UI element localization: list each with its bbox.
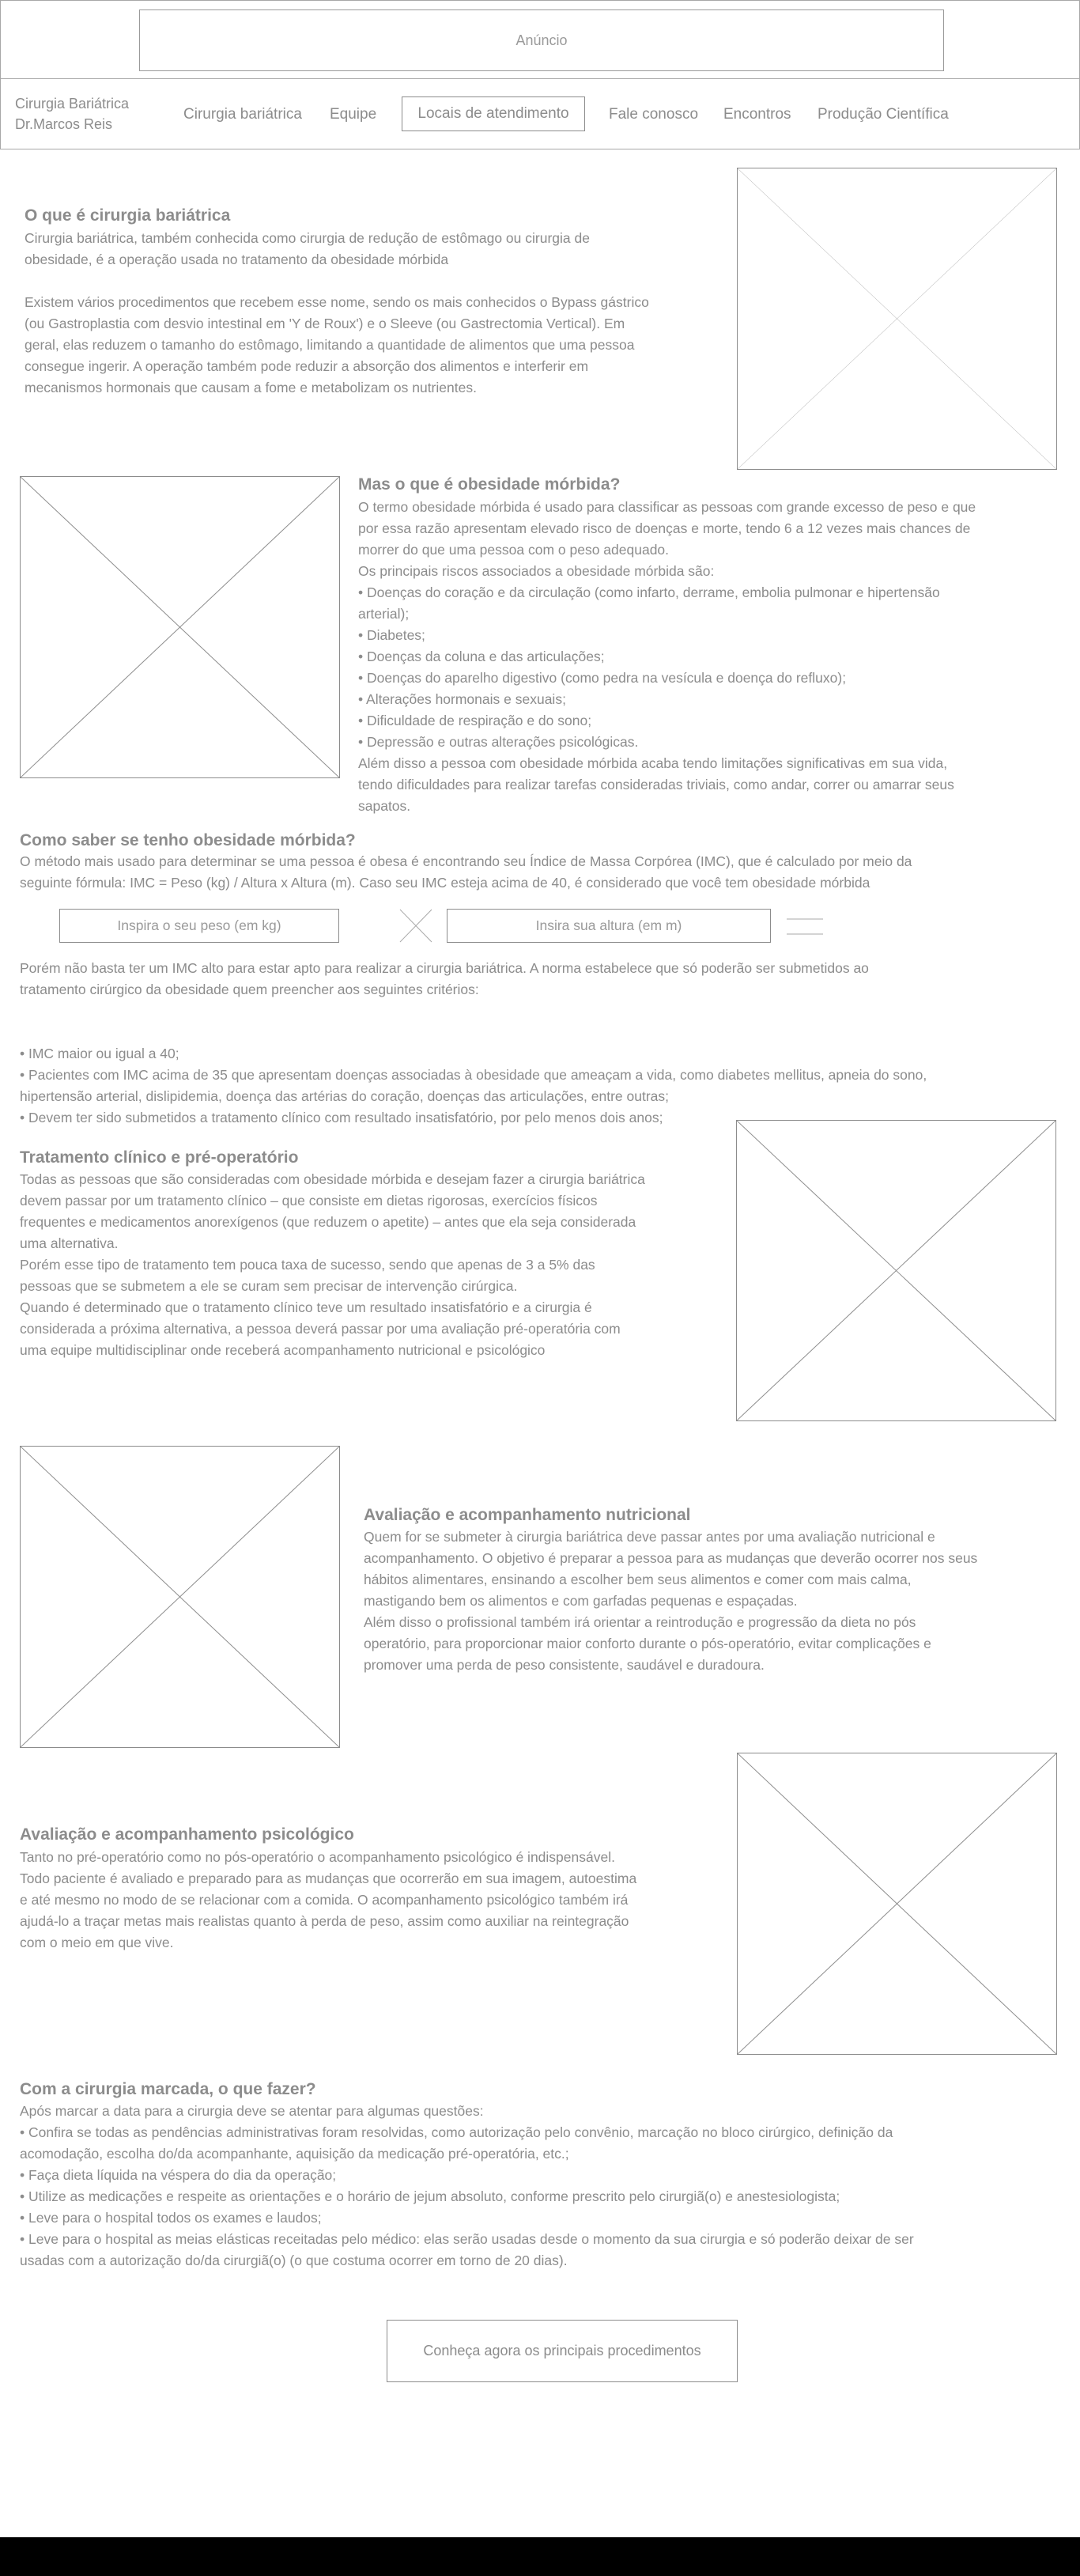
image-placeholder <box>736 1120 1056 1421</box>
section-title-como-saber: Como saber se tenho obesidade mórbida? <box>20 831 356 849</box>
section-title-nutricional: Avaliação e acompanhamento nutricional <box>364 1506 691 1524</box>
section-title-tratamento-clinico: Tratamento clínico e pré-operatório <box>20 1148 299 1167</box>
nav-item-cirurgia-bariatrica[interactable]: Cirurgia bariátrica <box>183 106 302 123</box>
brand-title: Cirurgia Bariátrica <box>15 96 130 112</box>
image-placeholder <box>737 1753 1057 2055</box>
height-input-placeholder: Insira sua altura (em m) <box>535 917 682 933</box>
ad-banner-bar <box>0 0 1080 79</box>
weight-input-placeholder: Inspira o seu peso (em kg) <box>117 917 281 933</box>
footer-bar <box>0 2537 1080 2576</box>
ad-label: Anúncio <box>515 32 568 48</box>
image-placeholder <box>737 168 1057 470</box>
ad-placeholder[interactable] <box>139 9 944 71</box>
section-body-obesidade-morbida: O termo obesidade mórbida é usado para classificar as pessoas com grande excesso de peso e que por essa razão apresentam elevado risco de doenças e morte, tendo 6 a 12 vezes mais chances de morrer do que uma pessoa com o peso adequado. Os principais riscos associados a obesidade mórbida são: • Doenças do coração e da circulação (como infarto, derrame, embolia pulmonar e hipertensão arterial); • Diabetes; • Doenças da coluna e das articulações; • Doenças do aparelho digestivo (como pedra na vesícula e doença do refluxo); • Alterações hormonais e sexuais; • Dificuldade de respiração e do sono; • Depressão e outras alterações psicológicas. Além disso a pessoa com obesidade mórbida acaba tendo limitações significativas em sua vida, tendo dificuldades para realizar tarefas consideradas triviais, como andar, correr ou amarrar seus sapatos. <box>358 499 976 814</box>
section-body-criterios: Porém não basta ter um IMC alto para estar apto para realizar a cirurgia bariátrica. A norma estabelece que só poderão ser submetidos ao tratamento cirúrgico da obesidade quem preencher aos seguintes critérios: • IMC maior ou igual a 40; • Pacientes com IMC acima de 35 que apresentam doenças associadas à obesidade que ameaçam a vida, como diabetes mellitus, apneia do sono, hipertensão arterial, dislipidemia, doença das artérias do coração, doenças das articulações, entre outras; • Devem ter sido submetidos a tratamento clínico com resultado insatisfatório, por pelo menos dois anos; <box>20 960 927 1125</box>
nav-item-producao-cientifica[interactable]: Produção Científica <box>818 106 949 123</box>
section-body-nutricional: Quem for se submeter à cirurgia bariátrica deve passar antes por uma avaliação nutricional e acompanhamento. O objetivo é preparar a pessoa para as mudanças que deverão ocorrer nos seus hábitos alimentares, ensinando a escolher bem seus alimentos e comer com mais calma, mastigando bem os alimentos e com garfadas pequenas e espaçadas. Além disso o profissional também irá orientar a reintrodução e progressão da dieta no pós operatório, para proporcionar maior conforto durante o pós-operatório, evitar complicações e promover uma perda de peso consistente, saudável e duradoura. <box>364 1529 978 1673</box>
section-body-como-saber: O método mais usado para determinar se uma pessoa é obesa é encontrando seu Índice de Massa Corpórea (IMC), que é calculado por meio da seguinte fórmula: IMC = Peso (kg) / Altura x Altura (m). Caso seu IMC esteja acima de 40, é considerado que você tem obesidade mórbida <box>20 853 912 891</box>
section-body-o-que-e: Cirurgia bariátrica, também conhecida como cirurgia de redução de estômago ou cirurgia de obesidade, é a operação usada no tratamento da obesidade mórbida Existem vários procedimentos que recebem esse nome, sendo os mais conhecidos o Bypass gástrico (ou Gastroplastia com desvio intestinal em 'Y de Roux') e o Sleeve (ou Gastrectomia Vertical). Em geral, elas reduzem o tamanho do estômago, limitando a quantidade de alimentos que uma pessoa consegue ingerir. A operação também pode reduzir a absorção dos alimentos e interferir em mecanismos hormonais que causam a fome e metabolizam os nutrientes. <box>25 230 649 395</box>
nav-item-locais-de-atendimento[interactable] <box>402 96 585 131</box>
height-input[interactable] <box>447 909 771 943</box>
multiply-icon <box>399 909 432 943</box>
brand-subtitle: Dr.Marcos Reis <box>15 116 113 132</box>
weight-input[interactable] <box>59 909 339 943</box>
section-title-obesidade-morbida: Mas o que é obesidade mórbida? <box>358 475 621 494</box>
section-body-tratamento-clinico: Todas as pessoas que são consideradas com obesidade mórbida e desejam fazer a cirurgia bariátrica devem passar por um tratamento clínico – que consiste em dietas rigorosas, exercícios físicos frequentes e medicamentos anorexígenos (que reduzem o apetite) – antes que ela seja considerada uma alternativa. Porém esse tipo de tratamento tem pouca taxa de sucesso, sendo que apenas de 3 a 5% das pessoas que se submetem a ele se curam sem precisar de intervenção cirúrgica. Quando é determinado que o tratamento clínico teve um resultado insatisfatório e a cirurgia é considerada a próxima alternativa, a pessoa deverá passar por uma avaliação pré-operatória com uma equipe multidisciplinar onde receberá acompanhamento nutricional e psicológico <box>20 1171 645 1358</box>
image-placeholder <box>20 1446 340 1748</box>
procedures-cta-label: Conheça agora os principais procedimentos <box>423 2343 701 2358</box>
procedures-cta-button[interactable] <box>387 2320 738 2382</box>
section-title-psicologico: Avaliação e acompanhamento psicológico <box>20 1825 354 1844</box>
section-body-psicologico: Tanto no pré-operatório como no pós-operatório o acompanhamento psicológico é indispensável. Todo paciente é avaliado e preparado para as mudanças que ocorrerão em sua imagem, autoestima e até mesmo no modo de se relacionar com a comida. O acompanhamento psicológico também irá ajudá-lo a traçar metas mais realistas quanto à perda de peso, assim como auxiliar na reintegração com o meio em que vive. <box>20 1849 637 1950</box>
nav-item-locais-label: Locais de atendimento <box>417 105 569 122</box>
nav-item-encontros[interactable]: Encontros <box>723 106 791 123</box>
section-title-cirurgia-marcada: Com a cirurgia marcada, o que fazer? <box>20 2080 316 2098</box>
section-title-o-que-e: O que é cirurgia bariátrica <box>25 206 231 225</box>
image-placeholder <box>20 476 340 778</box>
nav-item-fale-conosco[interactable]: Fale conosco <box>609 106 699 123</box>
nav-item-equipe[interactable]: Equipe <box>330 106 377 123</box>
brand[interactable] <box>15 93 129 134</box>
equals-icon <box>787 917 823 937</box>
section-body-cirurgia-marcada: Após marcar a data para a cirurgia deve se atentar para algumas questões: • Confira se todas as pendências administrativas foram resolvidas, como autorização pelo convênio, marcação no bloco cirúrgico, definição da acomodação, escolha do/da acompanhante, aquisição da medicação pré-operatória, etc.; • Faça dieta líquida na véspera do dia da operação; • Utilize as medicações e respeite as orientações e o horário de jejum absoluto, conforme prescrito pelo cirurgiã(o) e anestesiologista; • Leve para o hospital todos os exames e laudos; • Leve para o hospital as meias elásticas receitadas pelo médico: elas serão usadas desde o momento da sua cirurgia e só poderão deixar de ser usadas com a autorização do/da cirurgiã(o) (o que costuma ocorrer em torno de 20 dias). <box>20 2103 914 2268</box>
